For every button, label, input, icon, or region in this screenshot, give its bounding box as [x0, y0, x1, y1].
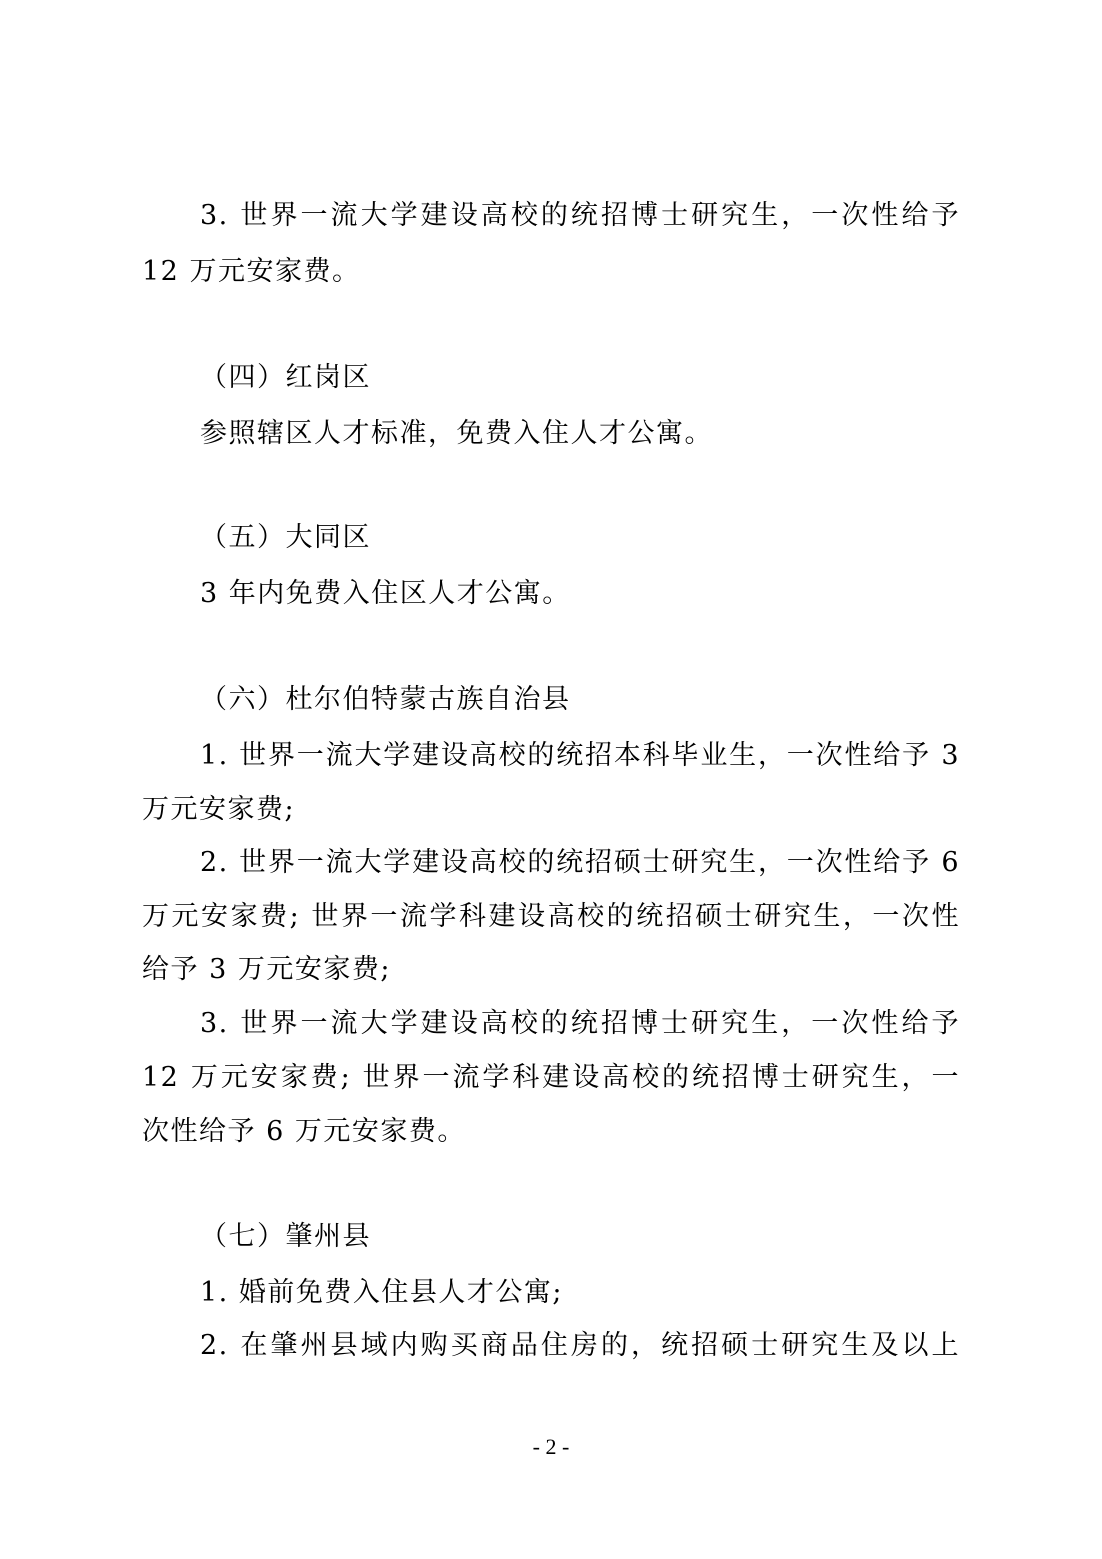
paragraph-line: 12 万元安家费; 世界一流学科建设高校的统招博士研究生，一 [142, 1062, 960, 1093]
paragraph-line: 万元安家费; 世界一流学科建设高校的统招硕士研究生，一次性 [142, 901, 960, 932]
paragraph-line: 3 年内免费入住区人才公寓。 [200, 578, 571, 609]
paragraph-line: 1. 婚前免费入住县人才公寓; [200, 1277, 563, 1308]
paragraph-line: 次性给予 6 万元安家费。 [142, 1116, 466, 1147]
section-heading: （六）杜尔伯特蒙古族自治县 [200, 684, 571, 715]
paragraph-line: 2. 在肇州县域内购买商品住房的，统招硕士研究生及以上 [200, 1330, 960, 1361]
paragraph-line: 3. 世界一流大学建设高校的统招博士研究生，一次性给予 [200, 1008, 960, 1039]
section-heading: （七）肇州县 [200, 1221, 371, 1252]
paragraph-line: 12 万元安家费。 [142, 256, 361, 287]
paragraph-line: 1. 世界一流大学建设高校的统招本科毕业生，一次性给予 3 [200, 740, 960, 771]
section-heading: （五）大同区 [200, 522, 371, 553]
paragraph-line: 万元安家费; [142, 794, 296, 825]
paragraph-line: 2. 世界一流大学建设高校的统招硕士研究生，一次性给予 6 [200, 847, 960, 878]
paragraph-line: 参照辖区人才标准，免费入住人才公寓。 [200, 418, 713, 449]
paragraph-line: 给予 3 万元安家费; [142, 954, 391, 985]
paragraph-line: 3. 世界一流大学建设高校的统招博士研究生，一次性给予 [200, 200, 960, 231]
page-number: - 2 - [532, 1434, 570, 1459]
section-heading: （四）红岗区 [200, 362, 371, 393]
